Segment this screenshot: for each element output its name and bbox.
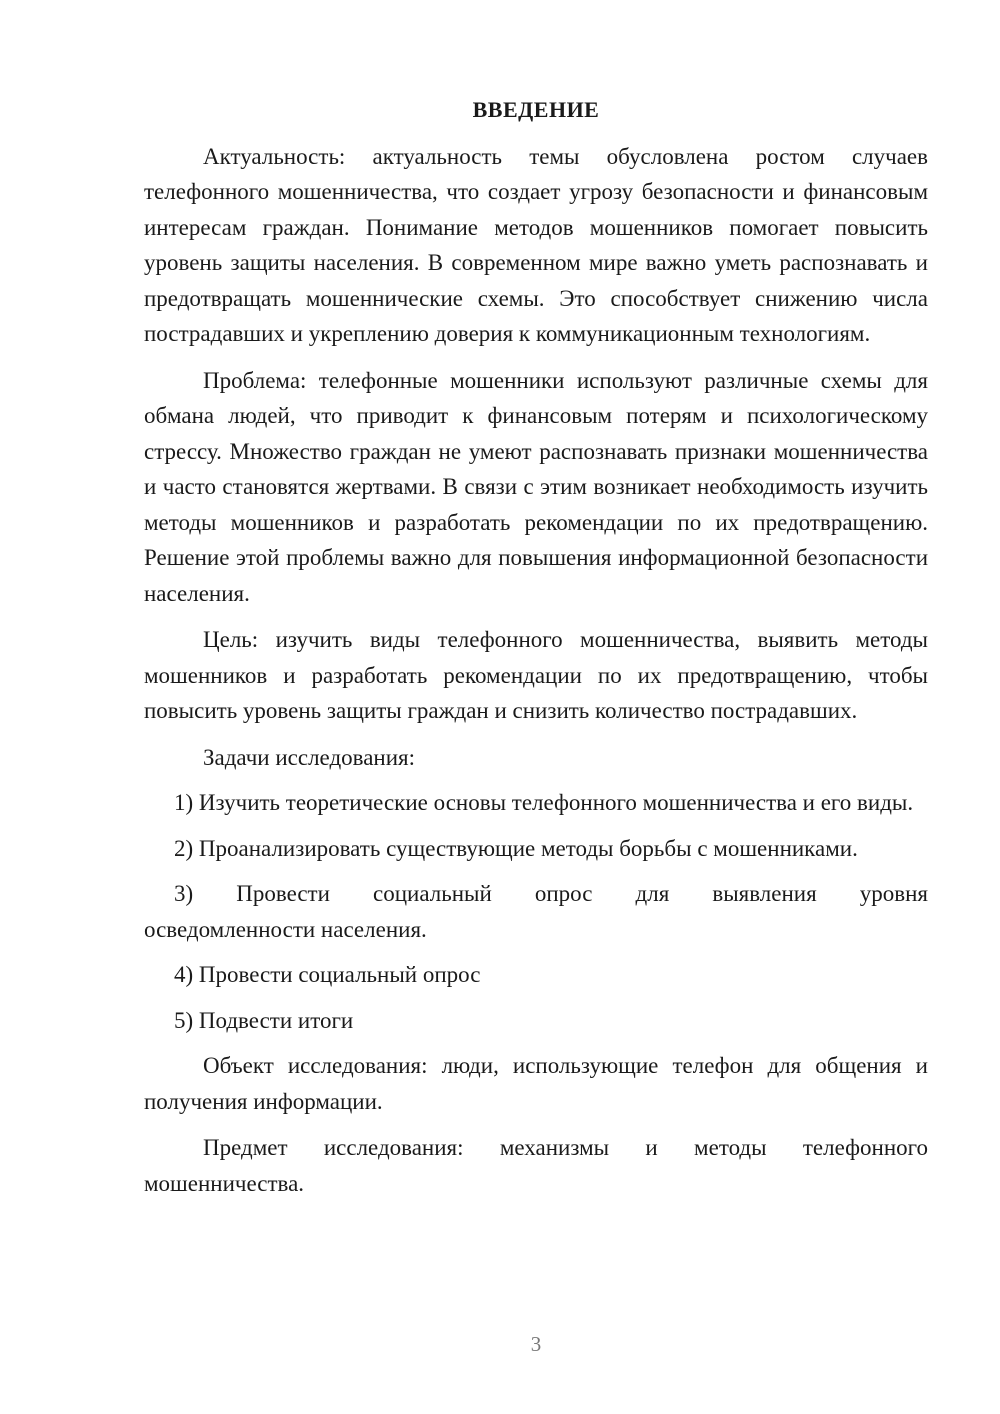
task-item-4: 4) Провести социальный опрос [174,962,481,987]
task-item-3-line-1: 3) Провести социальный опрос для выявления уровня [174,881,928,906]
task-item-2: 2) Проанализировать существующие методы борьбы с мошенниками. [174,835,858,861]
task-item-3 [144,876,928,947]
problem-paragraph: Проблема: телефонные мошенники используют различные схемы для обмана людей, что приводит к финансовым потерям и психологическому стрессу. Множество граждан не умеют распознавать признаки мошенничества и часто становятся жертвами. В связи с этим возникает необходимость изучить методы мошенников и разработать рекомендации по их предотвращению. Решение этой проблемы важно для повышения информационной безопасности населения. [144,367,928,606]
subject-line-2: мошенничества. [144,1170,305,1196]
relevance-paragraph: Актуальность: актуальность темы обусловлена ростом случаев телефонного мошенничества, что создает угрозу безопасности и финансовым интересам граждан. Понимание методов мошенников помогает повысить уровень защиты населения. В современном мире важно уметь распознавать и предотвращать мошеннические схемы. Это способствует снижению числа пострадавших и укреплению доверия к коммуникационным технологиям. [144,143,928,346]
task-item-1: 1) Изучить теоретические основы телефонного мошенничества и его виды. [174,790,914,815]
page-number: 3 [530,1332,542,1356]
goal-paragraph: Цель: изучить виды телефонного мошенничества, выявить методы мошенников и разработать рекомендации по их предотвращению, чтобы повысить уровень защиты граждан и снизить количество пострадавших. [144,627,928,723]
subject-line-1: Предмет исследования: механизмы и методы телефонного [203,1135,928,1160]
task-item-5: 5) Подвести итоги [174,1007,354,1033]
object-paragraph: Объект исследования: люди, использующие телефон для общения и получения информации. [144,1053,928,1114]
task-item-3-line-2: осведомленности населения. [144,916,427,942]
subject-paragraph [144,1130,928,1201]
tasks-heading: Задачи исследования: [203,744,416,770]
section-title: ВВЕДЕНИЕ [472,97,600,122]
document-page [144,92,928,1201]
